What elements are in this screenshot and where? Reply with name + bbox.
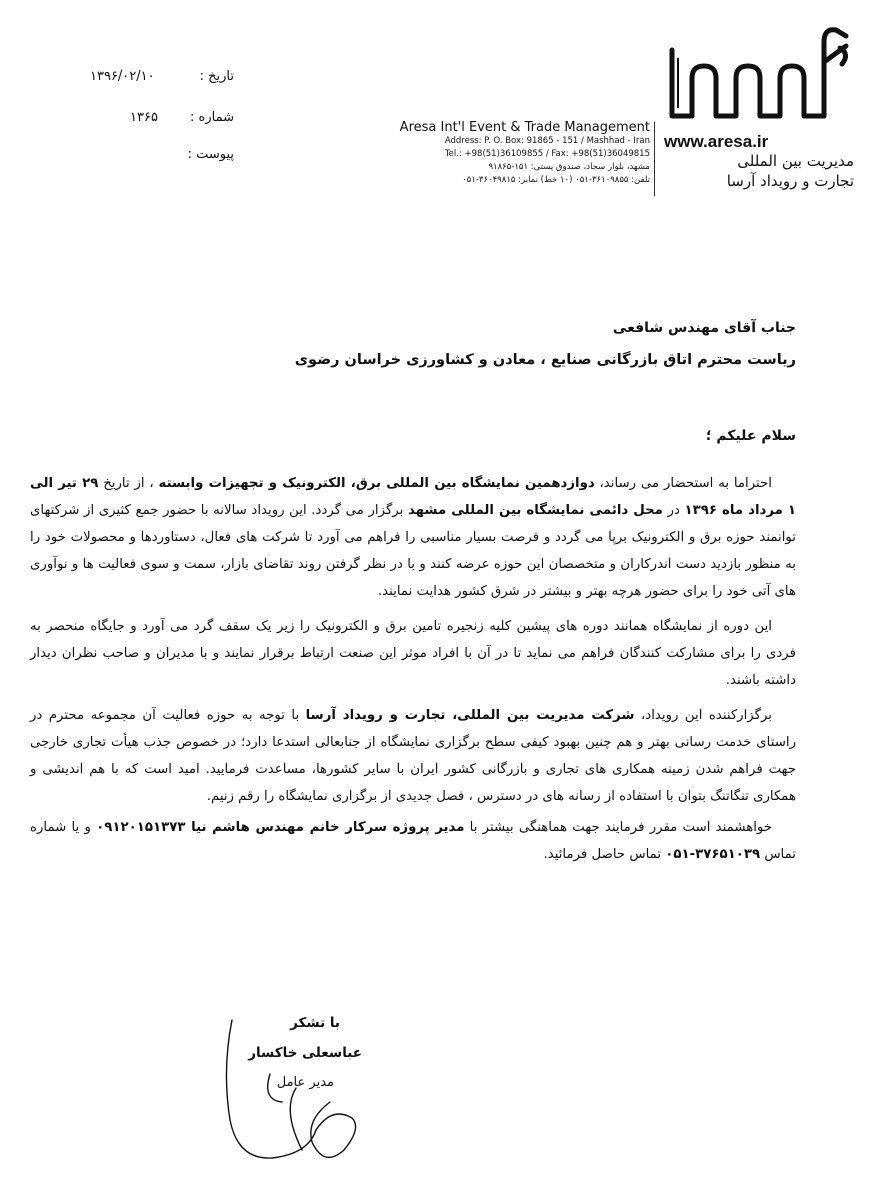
header-divider — [654, 122, 655, 196]
company-website: www.aresa.ir — [664, 132, 769, 151]
p1-venue: محل دائمی نمایشگاه بین المللی مشهد — [407, 503, 663, 518]
p4-text-c: و یا شماره تماس — [30, 820, 796, 862]
attachment-label: پیوست : — [187, 147, 234, 162]
recipient-title: ریاست محترم اتاق بازرگانی صنایع ، معادن و کشاورزی خراسان رضوی — [294, 352, 796, 368]
p4-text-a: خواهشمند است مقرر فرمایند جهت هماهنگی بیشتر با — [464, 820, 772, 835]
signature-thanks: با تشکر — [290, 1015, 340, 1031]
p1-text-c: ، از تاریخ — [98, 476, 159, 491]
p1-text-g: برگزار می گردد. این رویداد سالانه با حضور جمع کثیری از شرکتهای توانمند حوزه برق و الکترونیک برپا می گردد و فرصت بسیار مناسبی را فراهم می آورد تا شرکت های فعال، دستاوردها و محصولات خود را به منظور بازدید دست اندرکاران و متخصصان این حوزه عرضه کنند و با در نظر گرفتن روند تقاضای بازار، سمت و سوی فعالیت ها و نوآوری های آتی خود را برای حضور هرچه بهتر و بیشتر در شرق کشور هدایت نمایند. — [30, 503, 796, 599]
company-tel-fax-fa: تلفن: ۳۶۱۰۹۸۵۵-۰۵۱ (۱۰ خط) نمابر: ۳۶۰۴۹۸۱۵-۰۵۱ — [462, 175, 650, 185]
paragraph-2 — [30, 613, 796, 694]
paragraph-3 — [30, 702, 796, 810]
p4-text-e: تماس حاصل فرمائید. — [543, 847, 666, 862]
number-label: شماره : — [190, 110, 234, 125]
company-address-fa: مشهد، بلوار سجاد، صندوق پستی: ۱۵۱-۹۱۸۶۵ — [488, 162, 650, 172]
signature-block — [232, 1008, 392, 1098]
p2-text: این دوره از نمایشگاه همانند دوره های پیشین کلیه زنجیره تامین برق و الکترونیک را زیر یک سقف گرد می آورد و جایگاه منحصر به فردی را برای مشارکت کنندگان فراهم می نماید تا در آن با افراد موثر این صنعت ارتباط برقرار نمایند و با مدیران و صاحب نظران دیدار داشته باشند. — [30, 619, 796, 688]
signatory-title: مدیر عامل — [276, 1075, 334, 1090]
date-label: تاریخ : — [199, 69, 234, 84]
number-row — [80, 105, 240, 130]
date-row — [80, 64, 240, 89]
p1-text-e: در — [662, 503, 685, 518]
signatory-name: عباسعلی خاکسار — [248, 1045, 362, 1061]
p3-text-a: برگزارکننده این رویداد، — [634, 708, 772, 723]
paragraph-1 — [30, 470, 796, 605]
recipient-name: جناب آقای مهندس شافعی — [612, 320, 796, 336]
company-address-en: Address: P. O. Box: 91865 - 151 / Mashhad - Iran — [444, 136, 650, 146]
letter-body — [30, 312, 796, 868]
p4-project-manager: مدیر پروژه سرکار خانم مهندس هاشم نیا ۰۹۱۲۰۱۵۱۳۷۳ — [96, 820, 465, 835]
company-tel-fax-en: Tel.: +98(51)36109855 / Fax: +98(51)36049815 — [444, 149, 650, 159]
number-value: ۱۳۶۵ — [130, 110, 158, 125]
company-name: Aresa Int'l Event & Trade Management — [399, 120, 650, 135]
p4-phone: ۳۷۶۵۱۰۳۹-۰۵۱ — [665, 847, 761, 862]
p3-text-c: با توجه به حوزه فعالیت آن مجموعه محترم در راستای خدمت رسانی بهتر و هم چنین بهبود کیفی سطح برگزاری نمایشگاه از جنابعالی استدعا دارد؛ در خصوص جذب هیأت تجاری خارجی جهت فراهم شدن زمینه همکاری های تجاری و بازرگانی کشور ایران با سایر کشورها، مساعدت فرمایید. امید است که با هم اندیشی و همکاری تنگاتنگ بتوان با استفاده از رسانه های در دسترس ، فصل جدیدی از برگزاری نمایشگاه را رقم زنیم. — [30, 708, 796, 804]
attachment-row — [80, 142, 240, 167]
logo-fa-line2: تجارت و رویداد آرسا — [726, 172, 854, 190]
greeting: سلام علیکم ؛ — [705, 428, 796, 444]
aresa-logo-mark-icon — [664, 18, 854, 133]
p1-text-a: احتراما به استحضار می رساند، — [594, 476, 772, 491]
recipient-block — [30, 312, 796, 376]
p1-dates: ۲۹ تیر الی ۱ مرداد ماه ۱۳۹۶ — [30, 476, 796, 518]
company-info — [360, 120, 650, 187]
letter-meta — [80, 64, 240, 167]
aresa-logo — [664, 18, 854, 198]
logo-fa-line1: مدیریت بین المللی — [737, 152, 854, 170]
p3-organizer: شرکت مدیریت بین المللی، تجارت و رویداد آرسا — [305, 708, 635, 723]
p1-exhibition-name: دوازدهمین نمایشگاه بین المللی برق، الکترونیک و تجهیزات وابسته — [158, 476, 595, 491]
date-value: ۱۳۹۶/۰۲/۱۰ — [90, 69, 155, 84]
paragraph-4 — [30, 814, 796, 868]
